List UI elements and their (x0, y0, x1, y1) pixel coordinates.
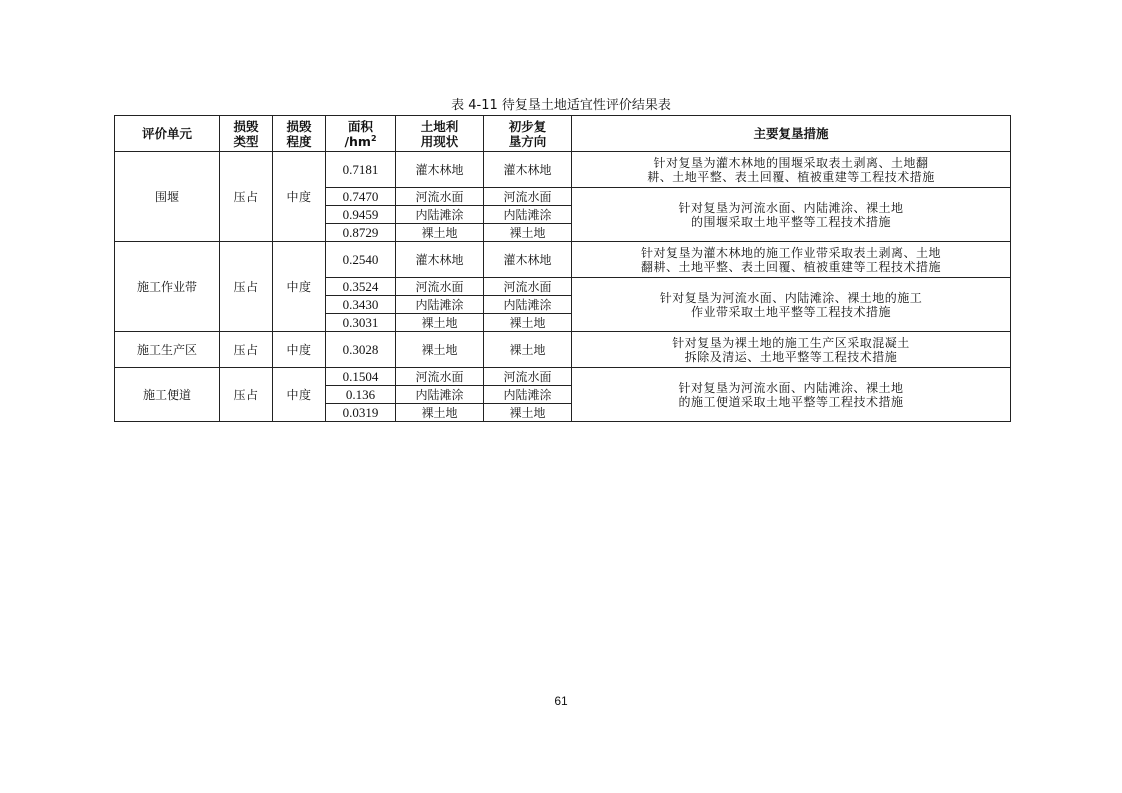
initial-direction-cell: 裸土地 (484, 224, 572, 242)
current-use-cell: 河流水面 (396, 188, 484, 206)
damage-degree-cell: 中度 (273, 332, 326, 368)
area-cell: 0.8729 (326, 224, 396, 242)
damage-degree-cell: 中度 (273, 152, 326, 242)
current-use-cell: 内陆滩涂 (396, 296, 484, 314)
unit-cell: 施工便道 (115, 368, 220, 422)
current-use-cell: 河流水面 (396, 368, 484, 386)
initial-direction-cell: 内陆滩涂 (484, 296, 572, 314)
measures-cell: 针对复垦为河流水面、内陆滩涂、裸土地的施工 作业带采取土地平整等工程技术措施 (572, 278, 1011, 332)
area-cell: 0.7181 (326, 152, 396, 188)
damage-type-cell: 压占 (220, 152, 273, 242)
initial-direction-cell: 河流水面 (484, 278, 572, 296)
initial-direction-cell: 裸土地 (484, 332, 572, 368)
damage-degree-cell: 中度 (273, 242, 326, 332)
unit-cell: 施工作业带 (115, 242, 220, 332)
initial-direction-cell: 内陆滩涂 (484, 386, 572, 404)
area-cell: 0.9459 (326, 206, 396, 224)
header-damage-type: 损毁 类型 (220, 116, 273, 152)
initial-direction-cell: 灌木林地 (484, 152, 572, 188)
measures-cell: 针对复垦为灌木林地的围堰采取表土剥离、土地翻 耕、土地平整、表土回覆、植被重建等工程技术措施 (572, 152, 1011, 188)
suitability-evaluation-table (114, 115, 1011, 422)
current-use-cell: 灌木林地 (396, 242, 484, 278)
initial-direction-cell: 裸土地 (484, 314, 572, 332)
unit-cell: 施工生产区 (115, 332, 220, 368)
initial-direction-cell: 裸土地 (484, 404, 572, 422)
header-initial-direction: 初步复 垦方向 (484, 116, 572, 152)
header-unit: 评价单元 (115, 116, 220, 152)
area-cell: 0.3031 (326, 314, 396, 332)
initial-direction-cell: 内陆滩涂 (484, 206, 572, 224)
measures-cell: 针对复垦为裸土地的施工生产区采取混凝土 拆除及清运、土地平整等工程技术措施 (572, 332, 1011, 368)
header-area: 面积 $/hm^2$ (326, 116, 396, 152)
header-current-use: 土地利 用现状 (396, 116, 484, 152)
unit-cell: 围堰 (115, 152, 220, 242)
area-cell: 0.3430 (326, 296, 396, 314)
area-cell: 0.136 (326, 386, 396, 404)
area-cell: 0.2540 (326, 242, 396, 278)
area-cell: 0.3028 (326, 332, 396, 368)
current-use-cell: 河流水面 (396, 278, 484, 296)
area-cell: 0.3524 (326, 278, 396, 296)
measures-cell: 针对复垦为灌木林地的施工作业带采取表土剥离、土地 翻耕、土地平整、表土回覆、植被重建等工程技术措施 (572, 242, 1011, 278)
current-use-cell: 内陆滩涂 (396, 386, 484, 404)
current-use-cell: 内陆滩涂 (396, 206, 484, 224)
current-use-cell: 裸土地 (396, 332, 484, 368)
table-caption: 表 4-11 待复垦土地适宜性评价结果表 (451, 98, 671, 113)
measures-cell: 针对复垦为河流水面、内陆滩涂、裸土地 的施工便道采取土地平整等工程技术措施 (572, 368, 1011, 422)
damage-degree-cell: 中度 (273, 368, 326, 422)
initial-direction-cell: 河流水面 (484, 188, 572, 206)
current-use-cell: 裸土地 (396, 224, 484, 242)
area-cell: 0.7470 (326, 188, 396, 206)
table-row (115, 242, 1011, 278)
current-use-cell: 裸土地 (396, 314, 484, 332)
table-row (115, 152, 1011, 188)
measures-cell: 针对复垦为河流水面、内陆滩涂、裸土地 的围堰采取土地平整等工程技术措施 (572, 188, 1011, 242)
area-cell: 0.0319 (326, 404, 396, 422)
initial-direction-cell: 河流水面 (484, 368, 572, 386)
header-row (115, 116, 1011, 152)
current-use-cell: 裸土地 (396, 404, 484, 422)
damage-type-cell: 压占 (220, 368, 273, 422)
area-cell: 0.1504 (326, 368, 396, 386)
table-row (115, 332, 1011, 368)
damage-type-cell: 压占 (220, 242, 273, 332)
page-number: 61 (554, 694, 568, 708)
initial-direction-cell: 灌木林地 (484, 242, 572, 278)
current-use-cell: 灌木林地 (396, 152, 484, 188)
damage-type-cell: 压占 (220, 332, 273, 368)
header-measures: 主要复垦措施 (572, 116, 1011, 152)
header-damage-degree: 损毁 程度 (273, 116, 326, 152)
table-row (115, 368, 1011, 386)
